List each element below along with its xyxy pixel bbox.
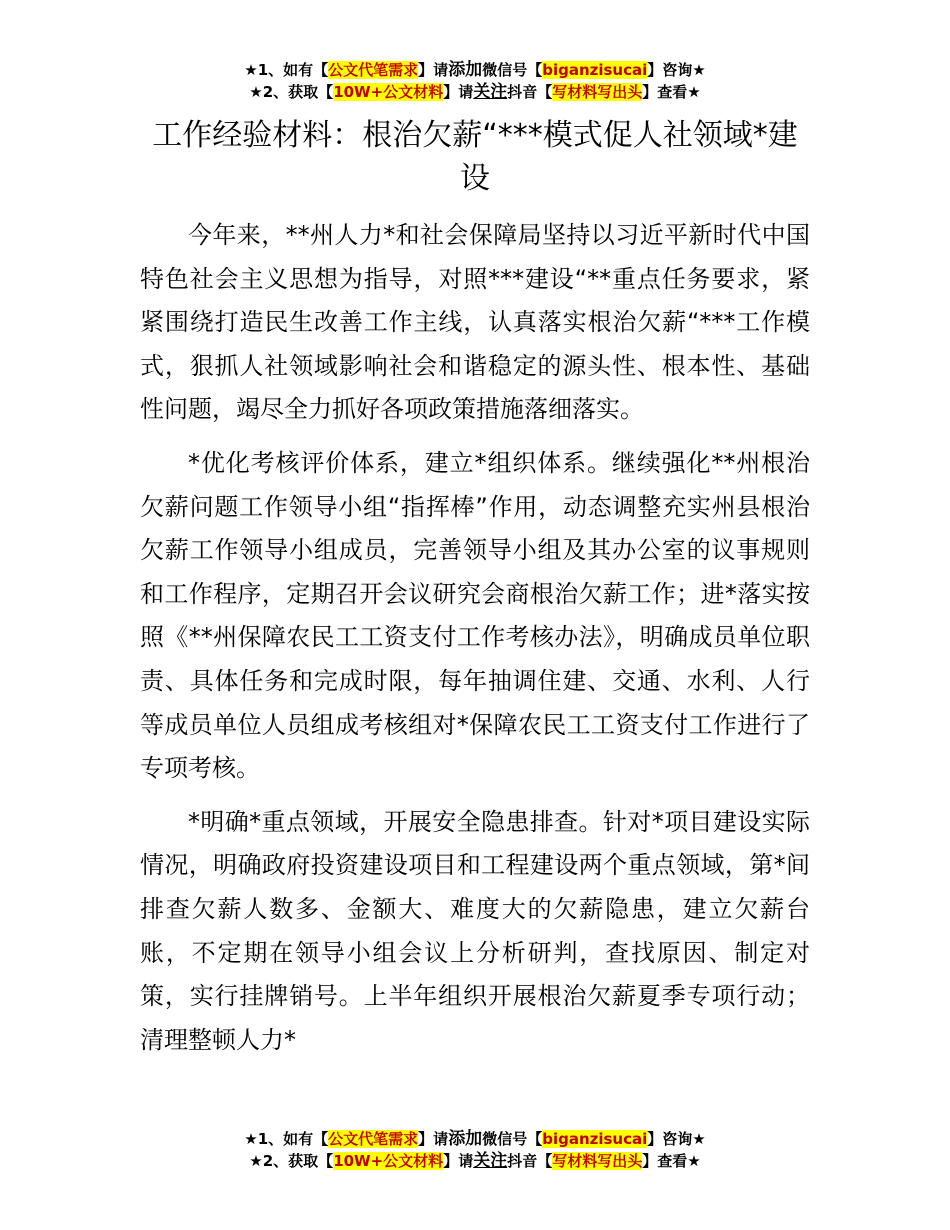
banner-text: 】查看★ [642, 1152, 701, 1170]
paragraph: 今年来，**州人力*和社会保障局坚持以习近平新时代中国特色社会主义思想为指导，对照***建设“**重点任务要求，紧紧围绕打造民生改善工作主线，认真落实根治欠薪“***工作模式，狠抓人社领域影响社会和谐稳定的源头性、根本性、基础性问题，竭尽全力抓好各项政策措施落细落实。 [140, 221, 810, 424]
banner-text: ★1、如有【 [244, 61, 329, 79]
banner-text: 】请 [418, 61, 449, 79]
paragraph: *明确*重点领域，开展安全隐患排查。针对*项目建设实际情况，明确政府投资建设项目和工程建设两个重点领域，第*间排查欠薪人数多、金额大、难度大的欠薪隐患，建立欠薪台账，不定期在领导小组会议上分析研判，查找原因、制定对策，实行挂牌销号。上半年组织开展根治欠薪夏季专项行动；清理整顿人力* [140, 807, 810, 1054]
banner-highlight: 10W+公文材料 [333, 1152, 444, 1170]
banner-text: 】请 [443, 83, 474, 101]
document-body [140, 214, 810, 1072]
footer-banner [0, 1128, 950, 1172]
banner-emphasis: 关注 [473, 82, 508, 102]
banner-text: 抖音【 [507, 83, 553, 101]
document-title: 工作经验材料：根治欠薪“***模式促人社领域*建设 [152, 118, 798, 196]
paragraph: *优化考核评价体系，建立*组织体系。继续强化**州根治欠薪问题工作领导小组“指挥棒”作用，动态调整充实州县根治欠薪工作领导小组成员，完善领导小组及其办公室的议事规则和工作程序，定期召开会议研究会商根治欠薪工作；进*落实按照《**州保障农民工工资支付工作考核办法》，明确成员单位职责、具体任务和完成时限，每年抽调住建、交通、水利、人行等成员单位人员组成考核组对*保障农民工工资支付工作进行了专项考核。 [140, 448, 810, 783]
banner-text: 】咨询★ [647, 1130, 706, 1148]
banner-highlight: 写材料写出头 [552, 1152, 643, 1170]
banner-highlight: 公文代笔需求 [328, 1130, 419, 1148]
banner-highlight: biganzisucai [542, 1130, 648, 1148]
banner-highlight: 写材料写出头 [552, 83, 643, 101]
banner-text: 】查看★ [642, 83, 701, 101]
header-banner [0, 59, 950, 103]
banner-text: 】请 [443, 1152, 474, 1170]
banner-text: ★2、获取【 [249, 1152, 334, 1170]
banner-line-1 [0, 59, 950, 81]
banner-text: 微信号【 [482, 61, 543, 79]
banner-emphasis: 关注 [473, 1151, 508, 1171]
banner-text: 】请 [418, 1130, 449, 1148]
banner-line-2 [0, 1150, 950, 1172]
banner-line-2 [0, 81, 950, 103]
banner-highlight: 公文代笔需求 [328, 61, 419, 79]
banner-text: ★1、如有【 [244, 1130, 329, 1148]
banner-text: 】咨询★ [647, 61, 706, 79]
banner-highlight: 10W+公文材料 [333, 83, 444, 101]
banner-text: 微信号【 [482, 1130, 543, 1148]
banner-emphasis: 添加 [448, 1129, 483, 1149]
banner-line-1 [0, 1128, 950, 1150]
banner-highlight: biganzisucai [542, 61, 648, 79]
banner-text: ★2、获取【 [249, 83, 334, 101]
banner-emphasis: 添加 [448, 60, 483, 80]
banner-text: 抖音【 [507, 1152, 553, 1170]
